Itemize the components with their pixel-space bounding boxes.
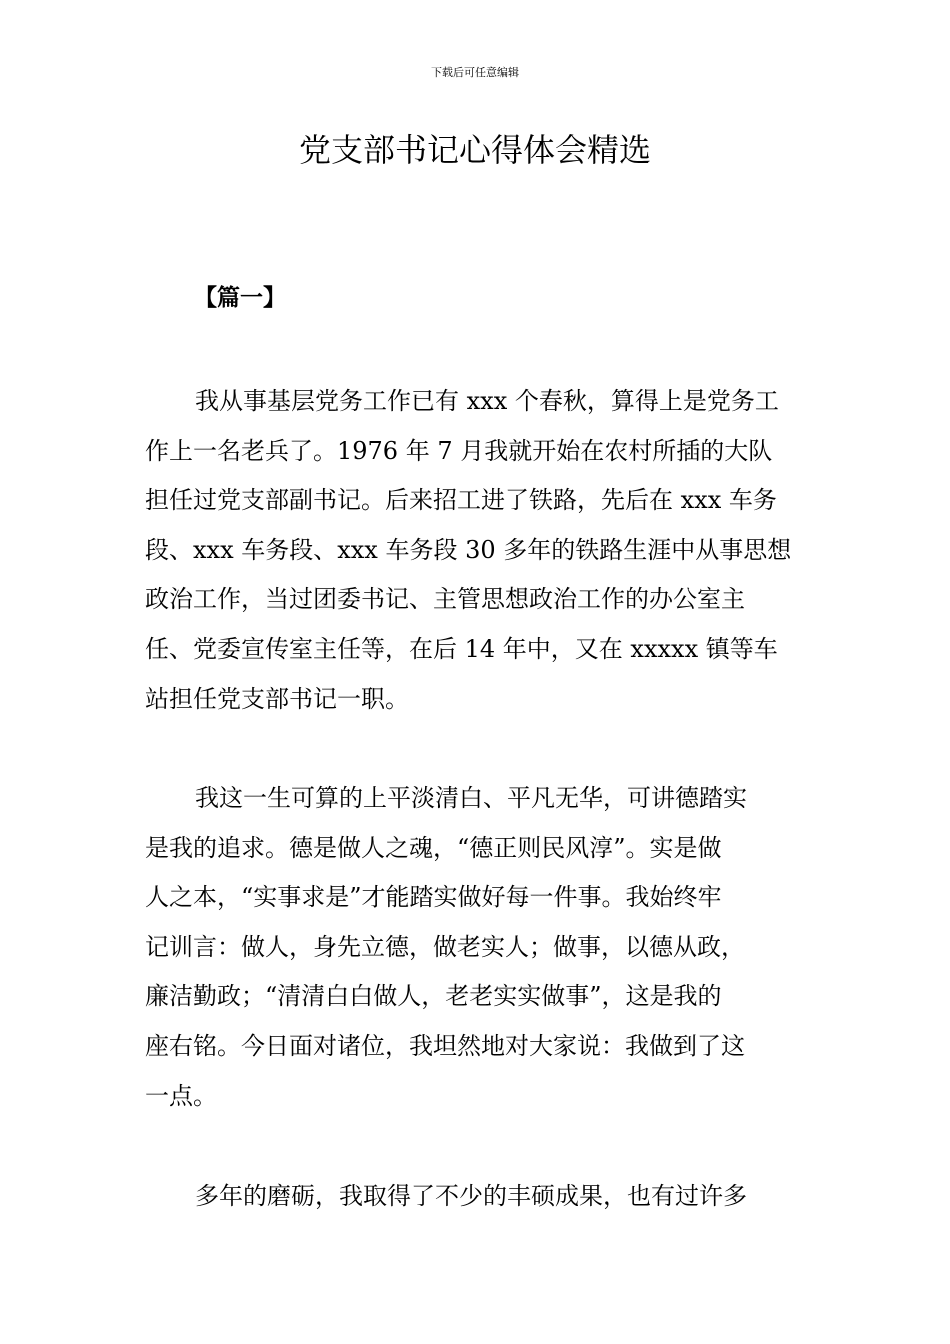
paragraph-line: 作上一名老兵了。1976 年 7 月我就开始在农村所插的大队 [145, 436, 773, 465]
header-note: 下载后可任意编辑 [431, 66, 519, 79]
paragraph-line: 担任过党支部副书记。后来招工进了铁路，先后在 xxx 车务 [145, 486, 777, 515]
paragraph-line: 一点。 [145, 1081, 217, 1110]
paragraph-line: 我从事基层党务工作已有 xxx 个春秋，算得上是党务工 [195, 387, 779, 415]
paragraph-line: 我这一生可算的上平淡清白、平凡无华，可讲德踏实 [195, 784, 747, 812]
document-title: 党支部书记心得体会精选 [298, 131, 651, 169]
paragraph-line: 廉洁勤政；“清清白白做人，老老实实做事”，这是我的 [145, 982, 722, 1011]
paragraph-line: 段、xxx 车务段、xxx 车务段 30 多年的铁路生涯中从事思想 [145, 535, 792, 564]
paragraph-line: 站担任党支部书记一职。 [145, 684, 409, 713]
paragraph-line: 座右铭。今日面对诸位，我坦然地对大家说：我做到了这 [145, 1031, 745, 1060]
paragraph-1 [145, 377, 809, 724]
paragraph-3 [145, 1172, 809, 1222]
section-label: 【篇一】 [194, 285, 286, 311]
paragraph-line: 多年的磨砺，我取得了不少的丰硕成果，也有过许多 [195, 1182, 747, 1210]
paragraph-line: 政治工作，当过团委书记、主管思想政治工作的办公室主 [145, 585, 745, 614]
paragraph-line: 任、党委宣传室主任等，在后 14 年中，又在 xxxxx 镇等车 [145, 634, 778, 663]
paragraph-line: 是我的追求。德是做人之魂，“德正则民风淳”。实是做 [145, 833, 722, 862]
paragraph-line: 记训言：做人，身先立德，做老实人；做事，以德从政， [145, 932, 745, 961]
paragraph-line: 人之本，“实事求是”才能踏实做好每一件事。我始终牢 [145, 883, 722, 912]
paragraph-2 [145, 774, 809, 1121]
